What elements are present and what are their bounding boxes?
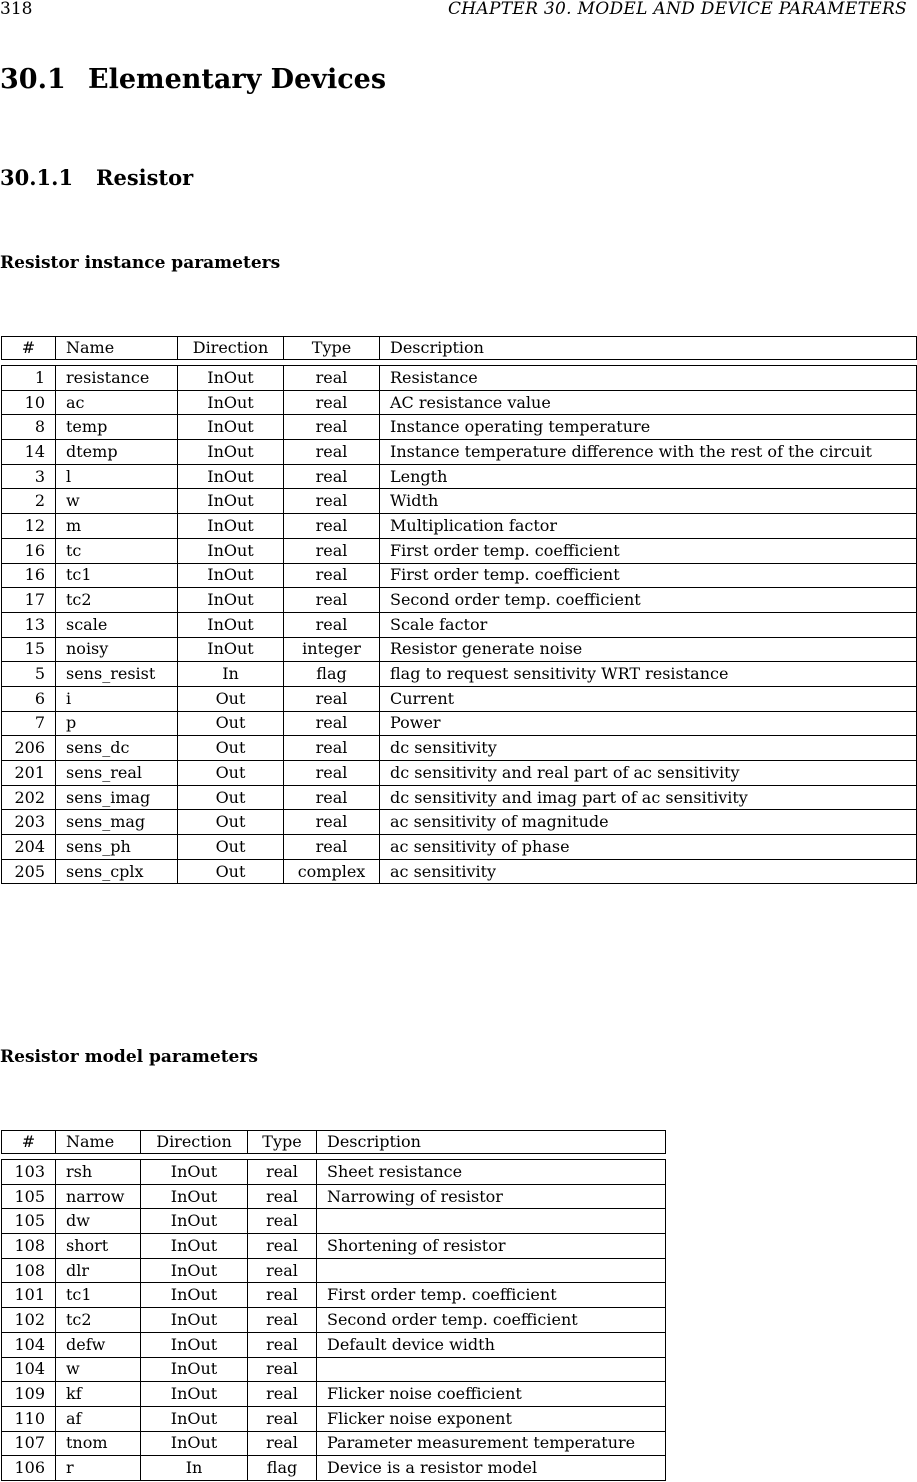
param-description: Instance operating temperature bbox=[380, 415, 917, 440]
param-type: real bbox=[284, 514, 380, 539]
param-number: 104 bbox=[2, 1357, 56, 1382]
table-row bbox=[2, 1382, 666, 1407]
param-number: 103 bbox=[2, 1160, 56, 1185]
param-description bbox=[317, 1258, 666, 1283]
param-name: sens_dc bbox=[56, 736, 178, 761]
param-direction: InOut bbox=[178, 637, 284, 662]
table-row bbox=[2, 1184, 666, 1209]
param-number: 105 bbox=[2, 1209, 56, 1234]
param-direction: InOut bbox=[178, 563, 284, 588]
table-row bbox=[2, 1431, 666, 1456]
param-direction: InOut bbox=[141, 1283, 248, 1308]
param-direction: InOut bbox=[141, 1184, 248, 1209]
param-type: real bbox=[248, 1283, 317, 1308]
param-description: Sheet resistance bbox=[317, 1160, 666, 1185]
table-row bbox=[2, 1456, 666, 1481]
param-description: ac sensitivity of magnitude bbox=[380, 810, 917, 835]
table-row bbox=[2, 859, 917, 884]
subsection-heading bbox=[0, 165, 193, 190]
param-number: 16 bbox=[2, 563, 56, 588]
param-description: First order temp. coefficient bbox=[380, 563, 917, 588]
param-description: Multiplication factor bbox=[380, 514, 917, 539]
param-name: tc2 bbox=[56, 588, 178, 613]
param-direction: InOut bbox=[178, 415, 284, 440]
param-name: sens_real bbox=[56, 761, 178, 786]
section-number: 30.1 bbox=[0, 64, 66, 95]
param-type: real bbox=[284, 761, 380, 786]
param-description: flag to request sensitivity WRT resistance bbox=[380, 662, 917, 687]
param-type: real bbox=[248, 1332, 317, 1357]
param-number: 16 bbox=[2, 538, 56, 563]
param-direction: Out bbox=[178, 711, 284, 736]
param-type: integer bbox=[284, 637, 380, 662]
param-number: 106 bbox=[2, 1456, 56, 1481]
column-header: Description bbox=[380, 337, 917, 360]
param-direction: Out bbox=[178, 761, 284, 786]
param-description: dc sensitivity and imag part of ac sensitivity bbox=[380, 785, 917, 810]
param-direction: Out bbox=[178, 785, 284, 810]
param-direction: InOut bbox=[141, 1382, 248, 1407]
param-number: 1 bbox=[2, 366, 56, 391]
param-name: dtemp bbox=[56, 440, 178, 465]
table-row bbox=[2, 686, 917, 711]
param-name: temp bbox=[56, 415, 178, 440]
table-row bbox=[2, 835, 917, 860]
param-description bbox=[317, 1209, 666, 1234]
table-row bbox=[2, 563, 917, 588]
param-name: i bbox=[56, 686, 178, 711]
param-number: 203 bbox=[2, 810, 56, 835]
param-type: real bbox=[248, 1357, 317, 1382]
table-header-row bbox=[2, 1131, 666, 1154]
param-name: tc1 bbox=[56, 563, 178, 588]
param-name: rsh bbox=[56, 1160, 141, 1185]
instance-params-table bbox=[1, 336, 917, 884]
param-name: dw bbox=[56, 1209, 141, 1234]
table-row bbox=[2, 1283, 666, 1308]
param-description: Second order temp. coefficient bbox=[380, 588, 917, 613]
param-number: 7 bbox=[2, 711, 56, 736]
table-row bbox=[2, 1308, 666, 1333]
table-row bbox=[2, 489, 917, 514]
column-header: Type bbox=[284, 337, 380, 360]
param-type: real bbox=[284, 538, 380, 563]
table-row bbox=[2, 711, 917, 736]
param-name: dlr bbox=[56, 1258, 141, 1283]
param-type: real bbox=[284, 440, 380, 465]
param-number: 13 bbox=[2, 612, 56, 637]
table-row bbox=[2, 514, 917, 539]
param-direction: InOut bbox=[178, 588, 284, 613]
column-header: # bbox=[2, 337, 56, 360]
param-name: tc bbox=[56, 538, 178, 563]
param-name: tc1 bbox=[56, 1283, 141, 1308]
param-number: 15 bbox=[2, 637, 56, 662]
param-number: 201 bbox=[2, 761, 56, 786]
param-description: Resistor generate noise bbox=[380, 637, 917, 662]
model-params-table bbox=[1, 1130, 666, 1481]
param-number: 107 bbox=[2, 1431, 56, 1456]
param-name: narrow bbox=[56, 1184, 141, 1209]
table-row bbox=[2, 390, 917, 415]
param-description: ac sensitivity of phase bbox=[380, 835, 917, 860]
param-direction: InOut bbox=[141, 1234, 248, 1259]
param-description bbox=[317, 1357, 666, 1382]
param-description: dc sensitivity and real part of ac sensitivity bbox=[380, 761, 917, 786]
param-type: real bbox=[284, 835, 380, 860]
param-number: 108 bbox=[2, 1258, 56, 1283]
table-row bbox=[2, 415, 917, 440]
param-description: Width bbox=[380, 489, 917, 514]
chapter-title: CHAPTER 30. MODEL AND DEVICE PARAMETERS bbox=[448, 0, 907, 19]
param-name: sens_mag bbox=[56, 810, 178, 835]
table-header-row bbox=[2, 337, 917, 360]
param-direction: InOut bbox=[178, 538, 284, 563]
param-description: AC resistance value bbox=[380, 390, 917, 415]
param-type: real bbox=[248, 1160, 317, 1185]
param-type: real bbox=[248, 1234, 317, 1259]
param-description: Default device width bbox=[317, 1332, 666, 1357]
param-direction: InOut bbox=[141, 1160, 248, 1185]
param-number: 17 bbox=[2, 588, 56, 613]
table-row bbox=[2, 1234, 666, 1259]
table-row bbox=[2, 637, 917, 662]
section-heading bbox=[0, 64, 386, 95]
param-name: p bbox=[56, 711, 178, 736]
param-number: 108 bbox=[2, 1234, 56, 1259]
param-type: real bbox=[248, 1258, 317, 1283]
param-description: First order temp. coefficient bbox=[380, 538, 917, 563]
param-description: dc sensitivity bbox=[380, 736, 917, 761]
table-row bbox=[2, 1406, 666, 1431]
instance-params-heading: Resistor instance parameters bbox=[0, 253, 281, 273]
param-direction: Out bbox=[178, 859, 284, 884]
param-description: Current bbox=[380, 686, 917, 711]
param-type: real bbox=[248, 1209, 317, 1234]
param-name: sens_cplx bbox=[56, 859, 178, 884]
param-name: m bbox=[56, 514, 178, 539]
param-description: Length bbox=[380, 464, 917, 489]
param-direction: InOut bbox=[178, 440, 284, 465]
column-header: Name bbox=[56, 1131, 141, 1154]
param-direction: Out bbox=[178, 835, 284, 860]
param-number: 12 bbox=[2, 514, 56, 539]
table-row bbox=[2, 440, 917, 465]
param-number: 3 bbox=[2, 464, 56, 489]
param-description: ac sensitivity bbox=[380, 859, 917, 884]
param-type: real bbox=[248, 1308, 317, 1333]
param-direction: InOut bbox=[141, 1332, 248, 1357]
param-type: real bbox=[248, 1382, 317, 1407]
param-name: w bbox=[56, 489, 178, 514]
param-number: 202 bbox=[2, 785, 56, 810]
param-name: ac bbox=[56, 390, 178, 415]
param-direction: InOut bbox=[141, 1406, 248, 1431]
subsection-title: Resistor bbox=[96, 165, 194, 190]
table-row bbox=[2, 588, 917, 613]
param-direction: InOut bbox=[178, 366, 284, 391]
table-row bbox=[2, 662, 917, 687]
table-row bbox=[2, 1258, 666, 1283]
param-number: 8 bbox=[2, 415, 56, 440]
table-row bbox=[2, 366, 917, 391]
param-type: real bbox=[284, 612, 380, 637]
param-type: real bbox=[248, 1431, 317, 1456]
table-row bbox=[2, 1209, 666, 1234]
param-direction: InOut bbox=[141, 1431, 248, 1456]
param-direction: InOut bbox=[178, 464, 284, 489]
page-header bbox=[0, 0, 917, 22]
page-number: 318 bbox=[0, 0, 33, 19]
param-number: 109 bbox=[2, 1382, 56, 1407]
model-table-body bbox=[2, 1154, 666, 1481]
param-name: l bbox=[56, 464, 178, 489]
param-type: complex bbox=[284, 859, 380, 884]
column-header: Description bbox=[317, 1131, 666, 1154]
param-name: sens_resist bbox=[56, 662, 178, 687]
column-header: Name bbox=[56, 337, 178, 360]
param-description: Flicker noise exponent bbox=[317, 1406, 666, 1431]
param-name: sens_imag bbox=[56, 785, 178, 810]
table-row bbox=[2, 785, 917, 810]
param-name: short bbox=[56, 1234, 141, 1259]
param-type: real bbox=[284, 785, 380, 810]
param-type: real bbox=[284, 810, 380, 835]
param-type: real bbox=[284, 366, 380, 391]
param-direction: InOut bbox=[178, 612, 284, 637]
param-name: tc2 bbox=[56, 1308, 141, 1333]
param-name: w bbox=[56, 1357, 141, 1382]
param-name: defw bbox=[56, 1332, 141, 1357]
column-header: Direction bbox=[178, 337, 284, 360]
param-number: 5 bbox=[2, 662, 56, 687]
param-type: real bbox=[248, 1406, 317, 1431]
param-description: Flicker noise coefficient bbox=[317, 1382, 666, 1407]
param-type: real bbox=[284, 464, 380, 489]
param-description: Device is a resistor model bbox=[317, 1456, 666, 1481]
param-type: flag bbox=[284, 662, 380, 687]
param-description: First order temp. coefficient bbox=[317, 1283, 666, 1308]
param-name: resistance bbox=[56, 366, 178, 391]
param-description: Narrowing of resistor bbox=[317, 1184, 666, 1209]
param-description: Scale factor bbox=[380, 612, 917, 637]
subsection-number: 30.1.1 bbox=[0, 165, 74, 190]
table-row bbox=[2, 538, 917, 563]
param-direction: InOut bbox=[178, 489, 284, 514]
param-name: sens_ph bbox=[56, 835, 178, 860]
param-number: 6 bbox=[2, 686, 56, 711]
table-row bbox=[2, 612, 917, 637]
param-number: 10 bbox=[2, 390, 56, 415]
column-header: Direction bbox=[141, 1131, 248, 1154]
param-description: Second order temp. coefficient bbox=[317, 1308, 666, 1333]
param-number: 2 bbox=[2, 489, 56, 514]
param-direction: Out bbox=[178, 686, 284, 711]
param-description: Power bbox=[380, 711, 917, 736]
param-number: 102 bbox=[2, 1308, 56, 1333]
table-row bbox=[2, 464, 917, 489]
param-direction: InOut bbox=[141, 1209, 248, 1234]
param-name: noisy bbox=[56, 637, 178, 662]
param-direction: InOut bbox=[178, 514, 284, 539]
param-description: Resistance bbox=[380, 366, 917, 391]
param-type: real bbox=[284, 686, 380, 711]
instance-table-body bbox=[2, 360, 917, 884]
param-number: 205 bbox=[2, 859, 56, 884]
param-type: real bbox=[248, 1184, 317, 1209]
param-direction: In bbox=[141, 1456, 248, 1481]
table-row bbox=[2, 1332, 666, 1357]
param-type: real bbox=[284, 588, 380, 613]
section-title: Elementary Devices bbox=[88, 64, 387, 95]
param-description: Instance temperature difference with the rest of the circuit bbox=[380, 440, 917, 465]
param-direction: InOut bbox=[178, 390, 284, 415]
param-name: af bbox=[56, 1406, 141, 1431]
column-header: Type bbox=[248, 1131, 317, 1154]
table-row bbox=[2, 736, 917, 761]
param-direction: InOut bbox=[141, 1308, 248, 1333]
param-name: kf bbox=[56, 1382, 141, 1407]
param-type: real bbox=[284, 736, 380, 761]
param-direction: Out bbox=[178, 736, 284, 761]
param-number: 101 bbox=[2, 1283, 56, 1308]
column-header: # bbox=[2, 1131, 56, 1154]
table-row bbox=[2, 1357, 666, 1382]
param-number: 105 bbox=[2, 1184, 56, 1209]
param-name: r bbox=[56, 1456, 141, 1481]
param-type: real bbox=[284, 390, 380, 415]
param-name: scale bbox=[56, 612, 178, 637]
param-number: 204 bbox=[2, 835, 56, 860]
table-row bbox=[2, 1160, 666, 1185]
param-type: flag bbox=[248, 1456, 317, 1481]
param-number: 104 bbox=[2, 1332, 56, 1357]
param-type: real bbox=[284, 489, 380, 514]
param-description: Shortening of resistor bbox=[317, 1234, 666, 1259]
model-params-heading: Resistor model parameters bbox=[0, 1047, 258, 1067]
param-direction: InOut bbox=[141, 1258, 248, 1283]
param-description: Parameter measurement temperature bbox=[317, 1431, 666, 1456]
table-row bbox=[2, 810, 917, 835]
param-type: real bbox=[284, 711, 380, 736]
param-type: real bbox=[284, 415, 380, 440]
param-name: tnom bbox=[56, 1431, 141, 1456]
table-row bbox=[2, 761, 917, 786]
param-direction: Out bbox=[178, 810, 284, 835]
param-number: 14 bbox=[2, 440, 56, 465]
param-type: real bbox=[284, 563, 380, 588]
param-direction: InOut bbox=[141, 1357, 248, 1382]
param-number: 206 bbox=[2, 736, 56, 761]
param-number: 110 bbox=[2, 1406, 56, 1431]
param-direction: In bbox=[178, 662, 284, 687]
